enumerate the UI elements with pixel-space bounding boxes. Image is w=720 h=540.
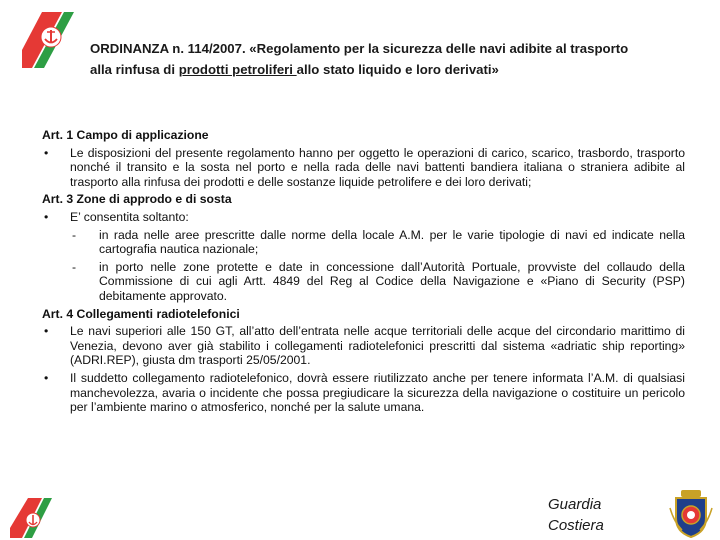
dash-marker: -	[72, 227, 77, 242]
ordinance-title-line-1: ORDINANZA n. 114/2007. «Regolamento per la sicurezza delle navi adibite al trasporto	[90, 41, 629, 56]
coast-guard-logo-icon	[22, 12, 78, 68]
bullet-marker: •	[44, 209, 49, 224]
ordinance-body	[42, 127, 685, 418]
dash-marker: -	[72, 259, 77, 274]
wordmark-line-2: Costiera	[548, 517, 604, 534]
sub-list-item-text: in rada nelle aree prescritte dalle norme della locale A.M. per le varie tipologie di navi ed indicate nella cartografia nautica nazionale;	[99, 227, 685, 257]
list-item-text: E’ consentita soltanto:	[70, 209, 189, 224]
title-underlined-text: prodotti petroliferi	[178, 62, 297, 77]
list-item-text: Le navi superiori alle 150 GT, all’atto dell’entrata nelle acque territoriali delle acque del circondario marittimo di Venezia, devono aver già stabilito i collegamenti radiotelefonici prescritti dal sistema «adriatic ship reporting» (ADRI.REP), giusta dm trasporti 25/05/2001.	[70, 324, 685, 368]
coast-guard-crest-icon	[668, 488, 714, 538]
list-item	[42, 324, 685, 368]
list-item	[42, 210, 685, 225]
bullet-marker: •	[44, 324, 49, 339]
title-text: alla rinfusa di	[90, 62, 179, 77]
sub-list-item-text: in porto nelle zone protette e date in concessione dall’Autorità Portuale, provviste del collaudo della Commissione di cui agli Artt. 4849 del Reg al Codice della Navigazione e «Piano di Security (PSP) debitamente approvato.	[99, 259, 685, 303]
wordmark-line-1: Guardia	[548, 496, 602, 513]
bullet-marker: •	[44, 370, 49, 385]
bullet-marker: •	[44, 145, 49, 160]
ordinance-title	[90, 38, 700, 80]
list-item-text: Le disposizioni del presente regolamento hanno per oggetto le operazioni di carico, scarico, trasbordo, trasporto nonché il transito e la sosta nel porto e nella rada delle navi battenti bandiera italiana o straniera adibite al trasporto alla rinfusa dei prodotti e delle sostanze liquide petrolifere e dei loro derivati;	[70, 145, 685, 189]
article-3-title: Art. 3 Zone di approdo e di sosta	[42, 192, 232, 207]
article-4-title: Art. 4 Collegamenti radiotelefonici	[42, 306, 240, 321]
coast-guard-small-logo-icon	[10, 498, 56, 538]
title-text: allo stato liquido e loro derivati»	[296, 62, 499, 77]
sub-list-item	[42, 260, 685, 304]
ordinance-title-line-2	[90, 59, 700, 80]
list-item	[42, 146, 685, 190]
article-1-title: Art. 1 Campo di applicazione	[42, 128, 209, 142]
coast-guard-wordmark	[548, 494, 604, 536]
sub-list-item	[42, 228, 685, 257]
list-item-text: Il suddetto collegamento radiotelefonico, dovrà essere riutilizzato anche per tenere informata l’A.M. di qualsiasi manchevolezza, avaria o incidente che possa pregiudicare la sicurezza della navigazione o costituire un pericolo per l’ambiente marino o atmosferico, nonché per la salute umana.	[70, 370, 685, 415]
list-item	[42, 371, 685, 415]
